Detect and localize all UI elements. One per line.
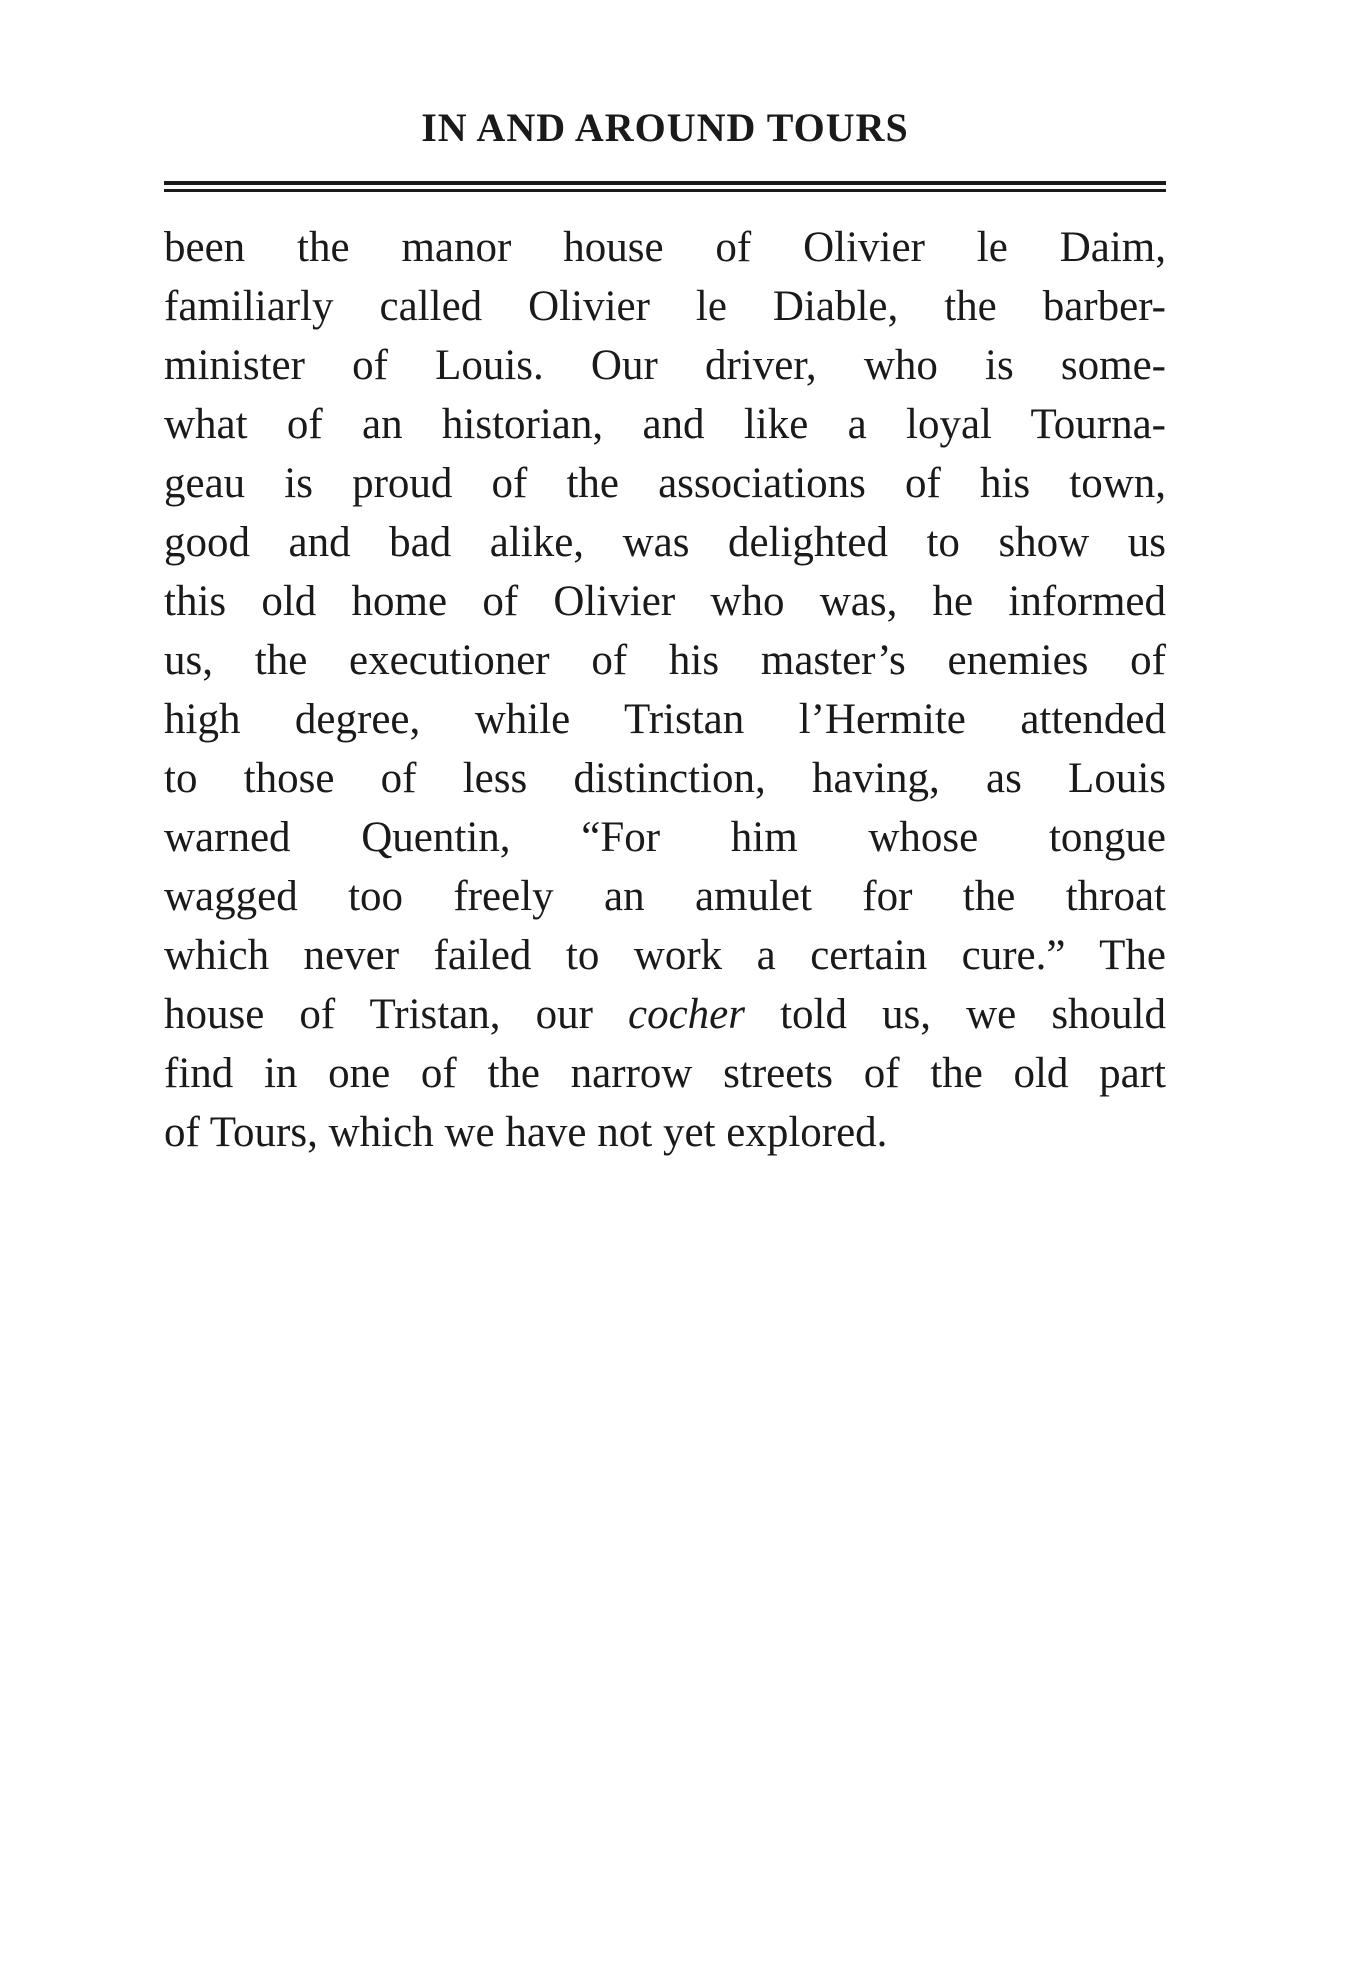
text-line-3: minister of Louis. Our driver, who is some- bbox=[164, 342, 1166, 389]
text-line-9: high degree, while Tristan l’Hermite attended bbox=[164, 696, 1166, 743]
text-line-1: been the manor house of Olivier le Daim, bbox=[164, 224, 1166, 271]
text-line-4: what of an historian, and like a loyal Tourna- bbox=[164, 401, 1166, 448]
text-line-15: find in one of the narrow streets of the old part bbox=[164, 1050, 1166, 1097]
text-line-14-after: told us, we should bbox=[745, 991, 1167, 1038]
text-line-14-before: house of Tristan, our bbox=[164, 991, 629, 1038]
text-line-6: good and bad alike, was delighted to show us bbox=[164, 519, 1166, 566]
text-line-2: familiarly called Olivier le Diable, the barber- bbox=[164, 283, 1166, 330]
header-double-rule bbox=[164, 180, 1166, 194]
text-line-13: which never failed to work a certain cure.” The bbox=[164, 932, 1166, 979]
text-line-10: to those of less distinction, having, as Louis bbox=[164, 755, 1166, 802]
text-line-12: wagged too freely an amulet for the throat bbox=[164, 873, 1166, 920]
body-text bbox=[164, 218, 1166, 1162]
text-line-8: us, the executioner of his master’s enemies of bbox=[164, 637, 1166, 684]
text-line-16: of Tours, which we have not yet explored. bbox=[164, 1109, 888, 1156]
text-line-7: this old home of Olivier who was, he informed bbox=[164, 578, 1166, 625]
text-line-14 bbox=[164, 985, 1166, 1044]
running-head: IN AND AROUND TOURS bbox=[421, 105, 909, 150]
text-line-5: geau is proud of the associations of his town, bbox=[164, 460, 1166, 507]
text-line-11: warned Quentin, “For him whose tongue bbox=[164, 814, 1166, 861]
italic-word-cocher: cocher bbox=[628, 991, 746, 1038]
